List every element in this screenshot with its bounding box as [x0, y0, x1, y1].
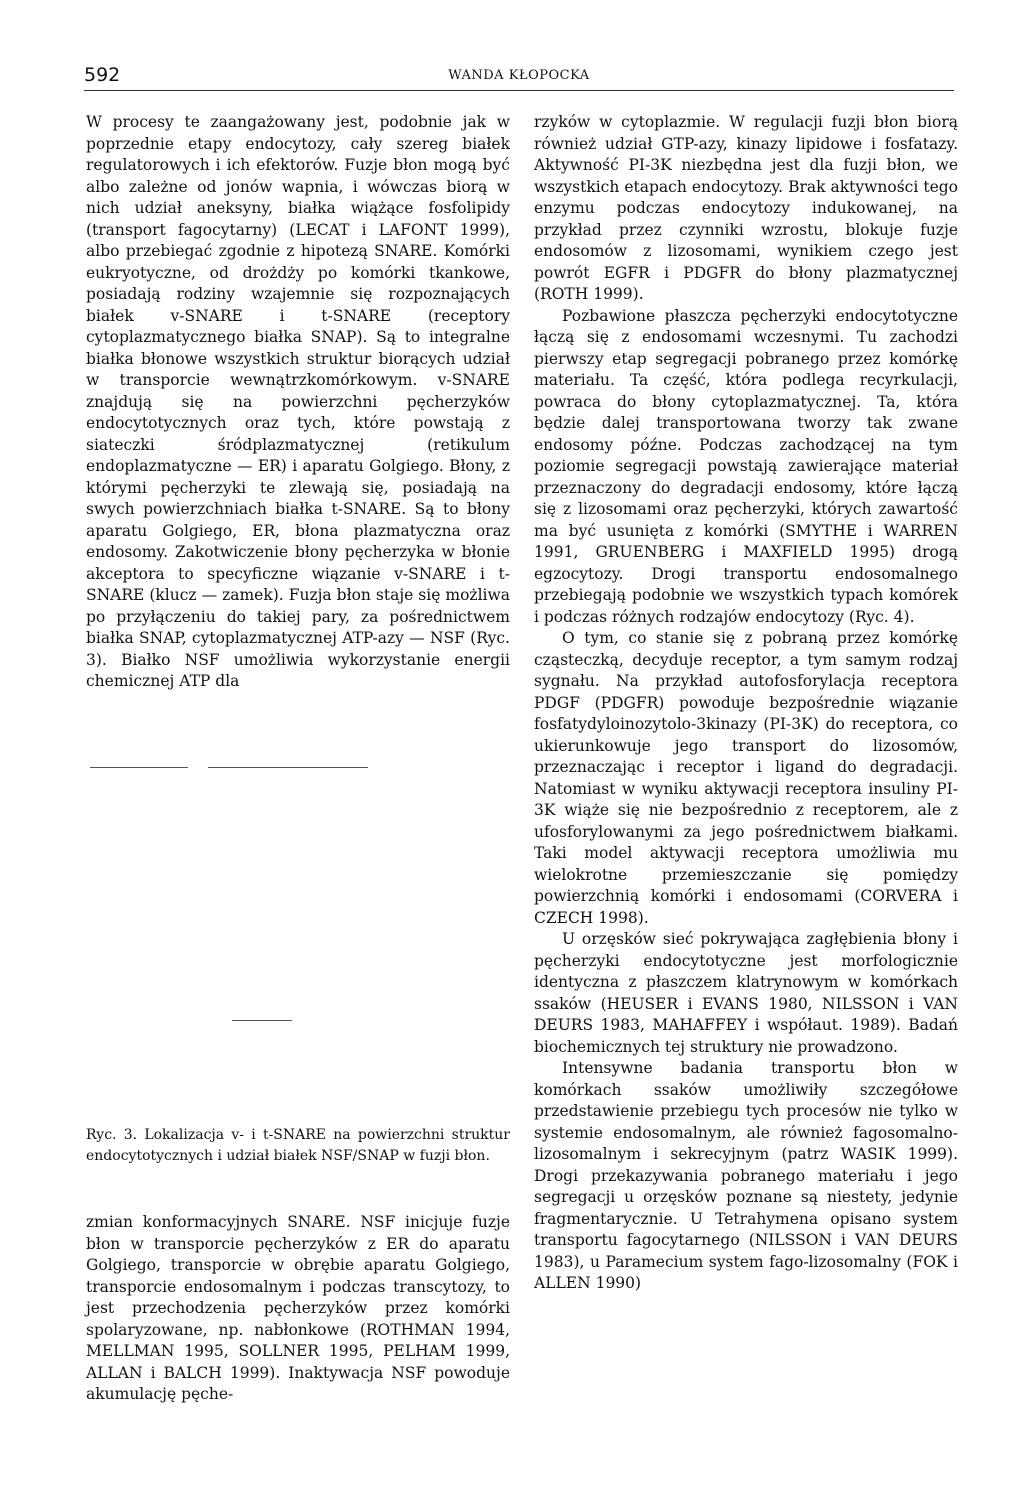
paragraph: rzyków w cytoplazmie. W regulacji fuzji błon biorą również udział GTP-azy, kinazy lipidowe i fosfatazy. Aktywność PI-3K niezbędna jest dla fuzji błon, we wszystkich etapach endocytozy. Brak aktywności tego enzymu podczas endocytozy indukowanej, na przykład przez czynniki wzrostu, blokuje fuzje endosomów z lizosomami, wynikiem czego jest powrót EGFR i PDGFR do błony plazmatycznej (ROTH 1999). — [534, 113, 958, 303]
left-column-bottom — [86, 1212, 510, 1406]
right-column — [534, 112, 958, 1295]
paragraph: O tym, co stanie się z pobraną przez komórkę cząsteczką, decyduje receptor, a tym samym rodzaj sygnału. Na przykład autofosforylacja receptora PDGF (PDGFR) powoduje bezpośrednie wiązanie fosfatydyloinozytolo-3kinazy (PI-3K) do receptora, co ukierunkowuje jego transport do lizosomów, przeznaczając i receptor i ligand do degradacji. Natomiast w wyniku aktywacji receptora insuliny PI-3K wiąże się nie bezpośrednio z receptorem, ale z ufosforylowanymi za jego pośrednictwem białkami. Taki model aktywacji receptora umożliwia mu wielokrotne przemieszczanie się pomiędzy powierzchnią komórki i endosomami (CORVERA i CZECH 1998). — [534, 629, 958, 927]
running-head: WANDA KŁOPOCKA — [448, 68, 590, 83]
figure-line — [208, 767, 368, 768]
paragraph: W procesy te zaangażowany jest, podobnie jak w poprzednie etapy endocytozy, cały szereg białek regulatorowych i ich efektorów. Fuzje błon mogą być albo zależne od jonów wapnia, i wówczas biorą w nich udział aneksyny, białka wiążące fosfolipidy (transport fagocytarny) (LECAT i LAFONT 1999), albo przebiegać zgodnie z hipotezą SNARE. Komórki eukryotyczne, od drożdży po komórki tkankowe, posiadają rodziny wzajemnie się rozpoznających białek v-SNARE i t-SNARE (receptory cytoplazmatycznego białka SNAP). Są to integralne białka błonowe wszystkich struktur biorących udział w transporcie wewnątrzkomórkowym. v-SNARE znajdują się na powierzchni pęcherzyków endocytotycznych oraz tych, które powstają z siateczki śródplazmatycznej (retikulum endoplazmatyczne — ER) i aparatu Golgiego. Błony, z którymi pęcherzyki te zlewają się, posiadają na swych powierzchniach białka t-SNARE. Są to błony aparatu Golgiego, ER, błona plazmatyczna oraz endosomy. Zakotwiczenie błony pęcherzyka w błonie akceptora to specyficzne wiązanie v-SNARE i t-SNARE (klucz — zamek). Fuzja błon staje się możliwa po przyłączeniu do takiej pary, za pośrednictwem białka SNAP, cytoplazmatycznej ATP-azy — NSF (Ryc. 3). Białko NSF umożliwia wykorzystanie energii chemicznej ATP dla — [86, 113, 510, 690]
paragraph: U orzęsków sieć pokrywająca zagłębienia błony i pęcherzyki endocytotyczne jest morfologicznie identyczna z płaszczem klatrynowym w komórkach ssaków (HEUSER i EVANS 1980, NILSSON i VAN DEURS 1983, MAHAFFEY i współaut. 1989). Badań biochemicznych tej struktury nie prowadzono. — [534, 930, 958, 1056]
figure-caption: Ryc. 3. Lokalizacja v- i t-SNARE na powierzchni struktur endocytotycznych i udział białek NSF/SNAP w fuzji błon. — [86, 1127, 510, 1164]
figure-line — [232, 1020, 292, 1021]
figure-line — [90, 767, 188, 768]
page-header — [84, 62, 954, 91]
paragraph: zmian konformacyjnych SNARE. NSF inicjuje fuzje błon w transporcie pęcherzyków z ER do aparatu Golgiego, transporcie w obrębie aparatu Golgiego, transporcie endosomalnym i podczas transcytozy, to jest przechodzenia pęcherzyków przez komórki spolaryzowane, np. nabłonkowe (ROTHMAN 1994, MELLMAN 1995, SOLLNER 1995, PELHAM 1999, ALLAN i BALCH 1999). Inaktywacja NSF powoduje akumulację pęche- — [86, 1213, 510, 1403]
paragraph: Pozbawione płaszcza pęcherzyki endocytotyczne łączą się z endosomami wczesnymi. Tu zachodzi pierwszy etap segregacji pobranego przez komórkę materiału. Ta część, która podlega recyrkulacji, powraca do błony cytoplazmatycznej. Ta, która będzie dalej transportowana tworzy tak zwane endosomy późne. Podczas zachodzącej na tym poziomie segregacji powstają zawierające materiał przeznaczony do degradacji endosomy, które łączą się z lizosomami oraz pęcherzyki, których zawartość ma być usunięta z komórki (SMYTHE i WARREN 1991, GRUENBERG i MAXFIELD 1995) drogą egzocytozy. Drogi transportu endosomalnego przebiegają podobnie we wszystkich typach komórek i podczas różnych rodzajów endocytozy (Ryc. 4). — [534, 306, 958, 626]
left-column — [86, 112, 510, 693]
figure-3-placeholder — [86, 745, 510, 1105]
page-number: 592 — [84, 64, 121, 86]
paragraph: Intensywne badania transportu błon w komórkach ssaków umożliwiły szczegółowe przedstawienie przebiegu tych procesów nie tylko w systemie endosomalnym, ale również fagosomalno-lizosomalnym i sekrecyjnym (patrz WASIK 1999). Drogi przekazywania pobranego materiału i jego segregacji u orzęsków poznane są niestety, jedynie fragmentarycznie. U Tetrahymena opisano system transportu fagocytarnego (NILSSON i VAN DEURS 1983), u Paramecium system fago-lizosomalny (FOK i ALLEN 1990) — [534, 1059, 958, 1292]
